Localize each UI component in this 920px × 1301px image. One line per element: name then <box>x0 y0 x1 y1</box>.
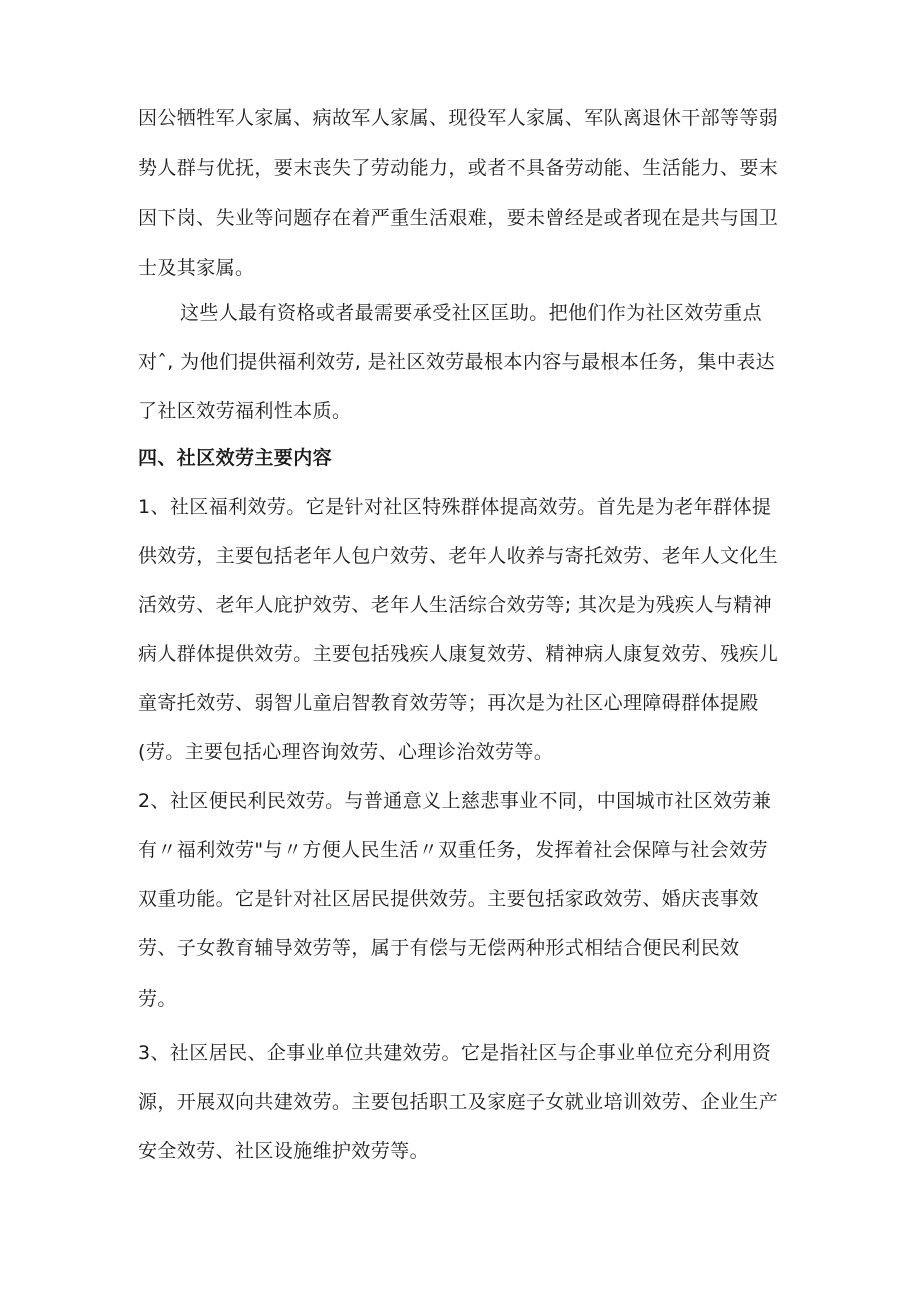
text-line: 2、社区便民利民效劳。与普通意义上慈悲事业不同，中国城市社区效劳兼 <box>138 790 772 812</box>
text-line: 源，开展双向共建效劳。主要包括职工及家庭子女就业培训效劳、企业生产 <box>138 1091 779 1113</box>
text-line: 劳、子女教育辅导效劳等，属于有偿与无偿两种形式相结合便民利民效 <box>138 937 740 959</box>
text-line: 对ˆ, 为他们提供福利效劳, 是社区效劳最根本内容与最根本任务，集中表达 <box>138 351 776 373</box>
text-line: 双重功能。它是针对社区居民提供效劳。主要包括家政效劳、婚庆丧事效 <box>138 888 759 910</box>
text-line: 1、社区福利效劳。它是针对社区特殊群体提高效劳。首先是为老年群体提 <box>138 496 772 518</box>
paragraph-first-line: 这些人最有资格或者最需要承受社区匡助。把他们作为社区效劳重点 <box>180 302 763 324</box>
text-line: 病人群体提供效劳。主要包括残疾人康复效劳、精神病人康复效劳、残疾儿 <box>138 643 779 665</box>
text-line: 安全效劳、社区设施维护效劳等。 <box>138 1140 430 1162</box>
section-heading: 四、社区效劳主要内容 <box>138 447 333 469</box>
text-line: 童寄托效劳、弱智儿童启智教育效劳等；再次是为社区心理障碍群体提殿 <box>138 692 759 714</box>
text-line: 有〃福利效劳"与〃方便人民生活〃双重任务，发挥着社会保障与社会效劳 <box>138 839 768 861</box>
text-line: 了社区效劳福利性本质。 <box>138 400 352 422</box>
text-line: 士及其家属。 <box>138 257 255 279</box>
text-line: 因下岗、失业等问题存在着严重生活艰难，要未曾经是或者现在是共与国卫 <box>138 207 779 229</box>
text-line: 势人群与优抚，要末丧失了劳动能力，或者不具备劳动能、生活能力、要末 <box>138 157 779 179</box>
text-line: 因公牺牲军人家属、病故军人家属、现役军人家属、军队离退休干部等等弱 <box>138 107 779 129</box>
text-line: 3、社区居民、企事业单位共建效劳。它是指社区与企事业单位充分利用资 <box>138 1042 772 1064</box>
text-line: 劳。 <box>138 988 177 1010</box>
text-line: 供效劳，主要包括老年人包户效劳、老年人收养与寄托效劳、老年人文化生 <box>138 545 779 567</box>
text-line: (劳。主要包括心理咨询效劳、心理诊治效劳等。 <box>138 741 554 763</box>
text-line: 活效劳、老年人庇护效劳、老年人生活综合效劳等; 其次是为残疾人与精神 <box>138 594 773 616</box>
